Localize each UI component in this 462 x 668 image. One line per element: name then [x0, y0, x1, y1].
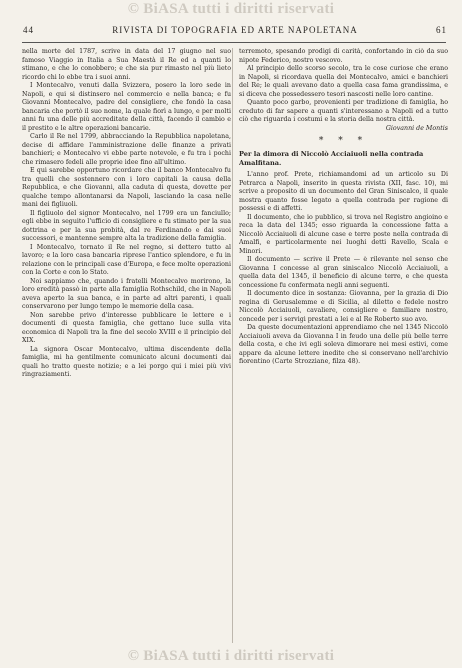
paragraph: Da queste documentazioni apprendiamo che nel 1345 Niccolò Acciaiuoli aveva da Giovanna I in feudo una delle più belle terre della costa, e che ivi egli soleva dimorare nei mesi estivi, come appare da alcune lettere inedite che si conservano nell'archivio fiorentino (Carte Strozziane, filza 48). [239, 324, 448, 365]
paragraph: Il documento dice in sostanza: Giovanna, per la grazia di Dio regina di Gerusalemme e di Sicilia, al diletto e fedele nostro Niccolò Acciaiuoli, cavaliere, consigliere e familiare nostro, concede per i servigi prestati a lei e al Re Roberto suo avo. [239, 290, 448, 323]
left-column [22, 48, 231, 380]
paragraph: Il documento — scrive il Prete — è rilevante nel senso che Giovanna I concesse al gran siniscalco Niccolò Acciaiuoli, a quella data del 1345, il beneficio di alcune terre, e che questa concessione fu confermata negli anni seguenti. [239, 256, 448, 289]
watermark-top: © BiASA tutti i diritti riservati [127, 1, 335, 17]
signature: Giovanni de Montis [385, 124, 448, 132]
paragraph: Al principio dello scorso secolo, tra le cose curiose che erano in Napoli, si ricordava quella dei Montecalvo, amici e banchieri del Re; le quali avevano dato a quella casa fama grandissima, e si diceva che possedessero tesori nascosti nelle loro cantine. [239, 65, 448, 98]
section-title: Per la dimora di Niccolò Acciaiuoli nella contrada Amalfitana. [239, 150, 424, 167]
paragraph: Il documento, che io pubblico, si trova nel Registro angioino e reca la data del 1345; esso riguarda la concessione fatta a Niccolò Acciaiuoli di alcune case e terre poste nella contrada di Amalfi, e particolarmente nei luoghi detti Ravello, Scala e Minori. [239, 213, 448, 255]
right-column [239, 48, 448, 367]
paragraph: terremoto, spesando prodigi di carità, confortando in ciò da suo nipote Federico, nostro vescovo. [239, 48, 448, 64]
paragraph: Non sarebbe privo d'interesse pubblicare le lettere e i documenti di questa famiglia, che gettano luce sulla vita economica di Napoli tra la fine del secolo XVIII e il principio del XIX. [22, 311, 231, 344]
paragraph: La signora Oscar Montecalvo, ultima discendente della famiglia, mi ha gentilmente comunicato alcuni documenti dai quali ho tratto queste notizie; e a lei porgo qui i miei più vivi ringraziamenti. [22, 345, 231, 378]
section-ornament: * * * [318, 136, 369, 146]
paragraph: E qui sarebbe opportuno ricordare che il banco Montecalvo fu tra quelli che sostennero con i loro capitali la causa della Repubblica, e che Giovanni, alla caduta di questa, dovette per qualche tempo allontanarsi da Napoli, lasciando la casa nelle mani dei figliuoli. [22, 167, 231, 208]
paragraph: I Montecalvo, venuti dalla Svizzera, posero la loro sede in Napoli, e qui si distinsero nel commercio e nella banca; e fu Giovanni Montecalvo, padre del consigliere, che fondò la casa bancaria che portò il suo nome, la quale fiorì a lungo, e per molti anni fu una delle più accreditate della città, facendo il cambio e il prestito e le altre operazioni bancarie. [22, 82, 231, 132]
paragraph: Quanto poco garbo, provenienti per tradizione di famiglia, ho creduto di far sapere a quanti s'interessano a Napoli ed a tutto ciò che riguarda i costumi e la storia della nostra città. [239, 99, 448, 123]
page-number-left: 44 [23, 25, 34, 35]
paragraph: Il figliuolo del signor Montecalvo, nel 1799 era un fanciullo; egli ebbe in seguito l'ufficio di consigliere e fu stimato per la sua dottrina e per la sua probità, dal re Ferdinando e dai suoi successori, e mantenne sempre alta la tradizione della famiglia. [22, 209, 231, 242]
paragraph: L'anno prof. Prete, richiamandomi ad un articolo su Di Petrarca a Napoli, inserito in questa rivista (XII, fasc. 10), mi scrive a proposito di un documento del Gran Siniscalco, il quale mostra quanto fosse legato a quella contrada per ragione di possessi e di affetti. [239, 171, 448, 212]
page-header [20, 25, 450, 39]
paragraph: I Montecalvo, tornato il Re nel regno, si dettero tutto al lavoro; e la loro casa bancaria riprese l'antico splendore, e fu in relazione con le principali case d'Europa, e fece molte operazioni con la Corte e con lo Stato. [22, 243, 231, 276]
page-number-right: 61 [436, 25, 447, 35]
column-divider [232, 48, 233, 643]
paragraph: nella morte del 1787, scrive in data del 17 giugno nel suo famoso Viaggio in Italia a Sua Maestà il Re ed a quanti lo stimano, e che lo conobbero; e che sia pur rimasto nel più lieto ricordo chi lo ebbe tra i suoi anni. [22, 48, 231, 81]
header-rule [22, 42, 446, 43]
paragraph: Carlo il Re nel 1799, abbracciando la Repubblica napoletana, decise di affidare l'amministrazione delle finanze a privati banchieri; e Montecalvo vi ebbe parte notevole, e fu tra i pochi che rimasero fedeli alle proprie idee fino all'ultimo. [22, 133, 231, 166]
paragraph: Noi sappiamo che, quando i fratelli Montecalvo morirono, la loro eredità passò in parte alla famiglia Rothschild, che in Napoli aveva aperto la sua banca, e in parte ad altri parenti, i quali conservarono per lungo tempo le memorie della casa. [22, 277, 231, 310]
watermark-bottom: © BiASA tutti i diritti riservati [127, 648, 335, 664]
running-title: RIVISTA DI TOPOGRAFIA ED ARTE NAPOLETANA [112, 25, 358, 35]
